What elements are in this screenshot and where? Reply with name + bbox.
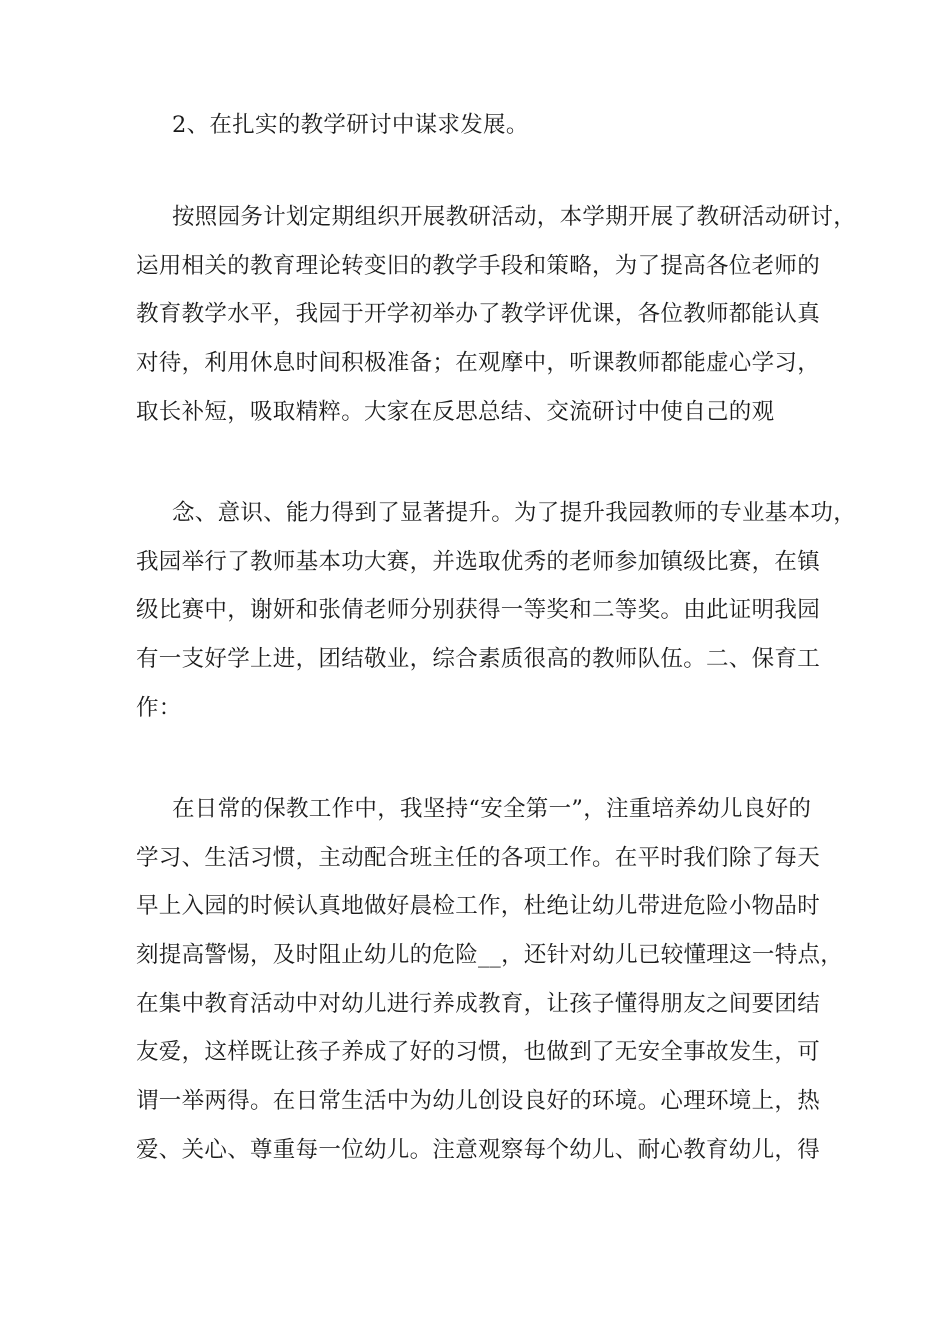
- text-line: 运用相关的教育理论转变旧的教学手段和策略，为了提高各位老师的: [136, 253, 821, 279]
- text-line: 爱、关心、尊重每一位幼儿。注意观察每个幼儿、耐心教育幼儿，得: [136, 1137, 821, 1163]
- text-line: 级比赛中，谢妍和张倩老师分别获得一等奖和二等奖。由此证明我园: [136, 597, 821, 623]
- text-line: 念、意识、能力得到了显著提升。为了提升我园教师的专业基本功，: [172, 500, 857, 526]
- text-line: 对待，利用休息时间积极准备；在观摩中，听课教师都能虚心学习，: [136, 350, 821, 376]
- text-line: 在日常的保教工作中，我坚持“安全第一”，注重培养幼儿良好的: [172, 796, 812, 822]
- text-line: 有一支好学上进，团结敬业，综合素质很高的教师队伍。二、保育工: [136, 646, 821, 672]
- text-line: 教育教学水平，我园于开学初举办了教学评优课，各位教师都能认真: [136, 301, 821, 327]
- text-line: 刻提高警惕，及时阻止幼儿的危险__，还针对幼儿已较懂理这一特点，: [136, 942, 844, 968]
- section-heading: 2、在扎实的教学研讨中谋求发展。: [172, 112, 529, 138]
- text-line: 学习、生活习惯，主动配合班主任的各项工作。在平时我们除了每天: [136, 845, 821, 871]
- text-line: 友爱，这样既让孩子养成了好的习惯，也做到了无安全事故发生，可: [136, 1039, 821, 1065]
- text-line: 我园举行了教师基本功大赛，并选取优秀的老师参加镇级比赛，在镇: [136, 549, 821, 575]
- text-line: 谓一举两得。在日常生活中为幼儿创设良好的环境。心理环境上，热: [136, 1088, 821, 1114]
- text-line: 作：: [136, 695, 182, 721]
- text-line: 取长补短，吸取精粹。大家在反思总结、交流研讨中使自己的观: [136, 399, 775, 425]
- text-line: 按照园务计划定期组织开展教研活动，本学期开展了教研活动研讨，: [172, 204, 857, 230]
- text-line: 早上入园的时候认真地做好晨检工作，杜绝让幼儿带进危险小物品时: [136, 893, 821, 919]
- text-line: 在集中教育活动中对幼儿进行养成教育，让孩子懂得朋友之间要团结: [136, 991, 821, 1017]
